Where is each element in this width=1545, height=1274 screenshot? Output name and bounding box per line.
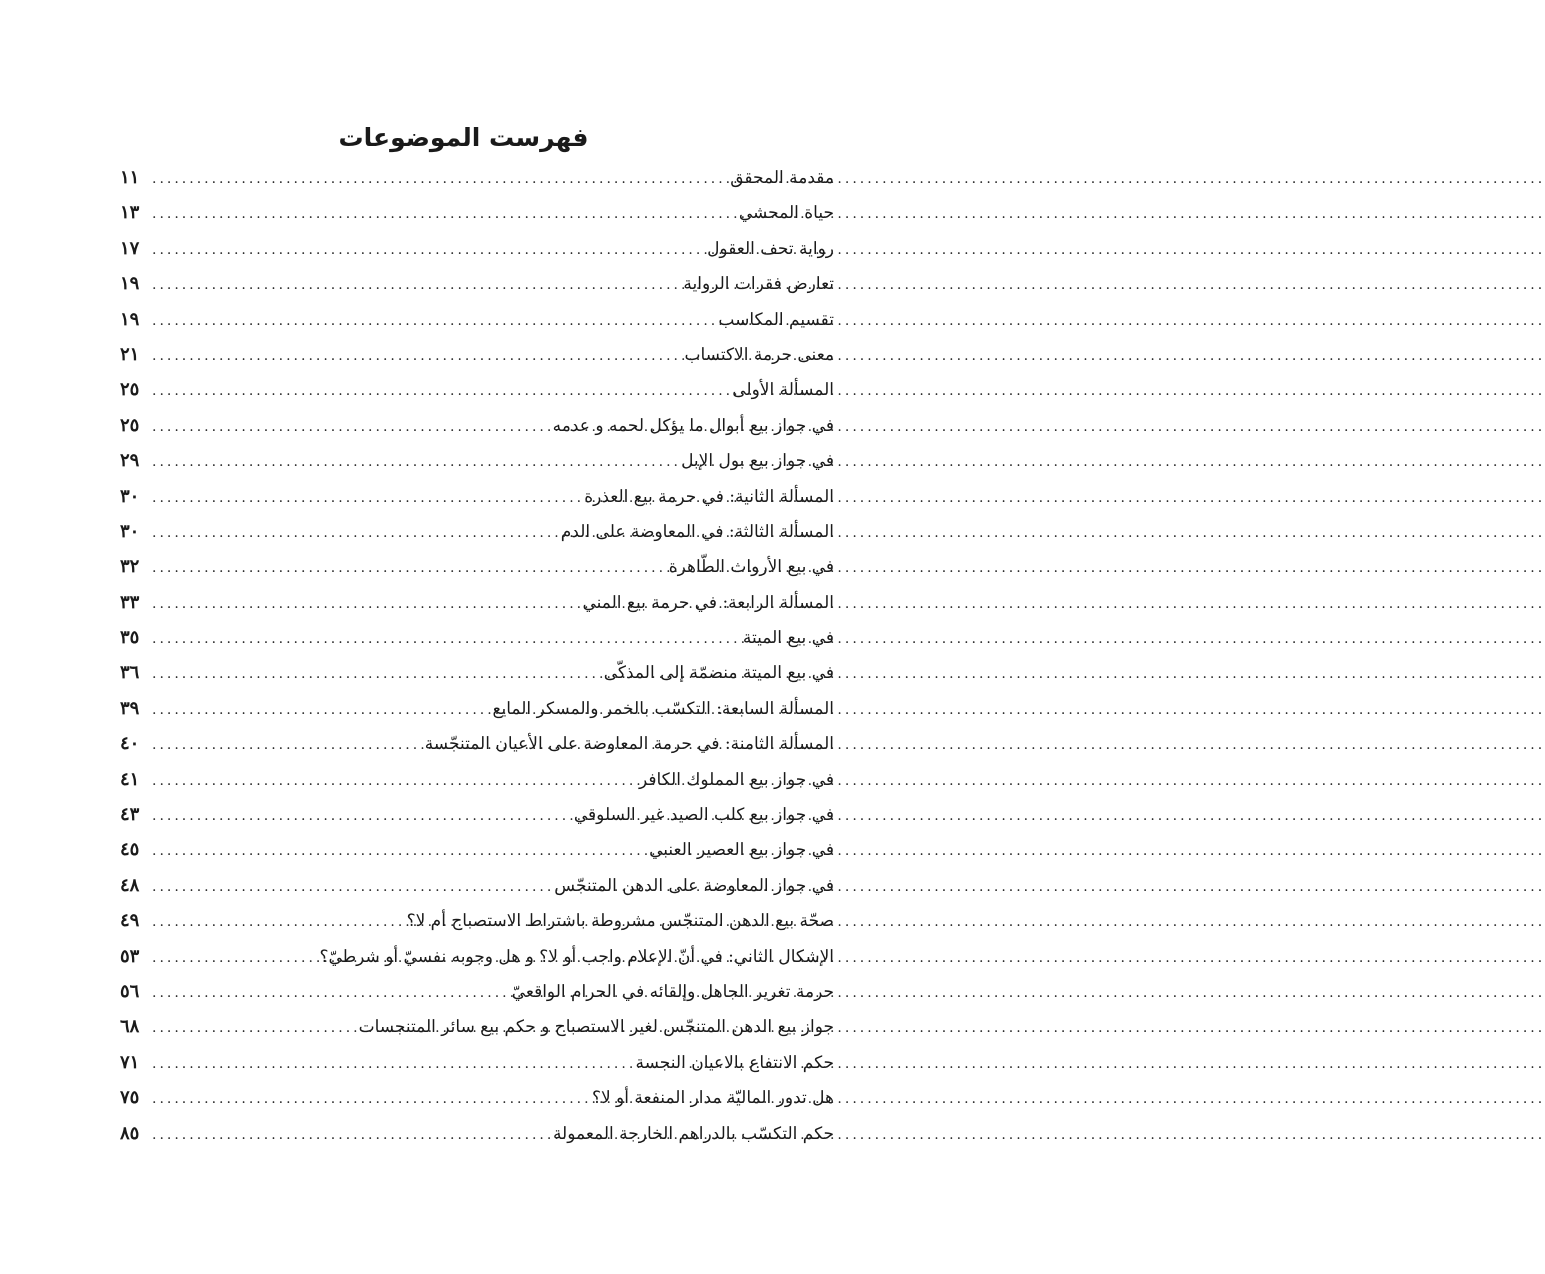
toc-entry-page-number: ٥٣ <box>120 945 140 967</box>
toc-entry <box>120 691 834 726</box>
toc-entry-page-number: ٤٣ <box>120 804 140 826</box>
toc-entry <box>120 160 834 195</box>
toc-entry-title: تقسيم المكاسب <box>718 309 834 330</box>
toc-dot-leader <box>152 339 680 374</box>
toc-entry-title: المسألة الثانية: في حرمة بيع العذرة <box>584 486 834 507</box>
toc-entry-page-number: ٤٥ <box>120 839 140 861</box>
toc-entry-title: معنى حرمة الاكتساب <box>684 344 834 365</box>
toc-entry <box>120 903 834 938</box>
toc-entry-title: حرمة تغرير الجاهل وإلقائه في الحرام الواقعيّ <box>511 981 834 1002</box>
toc-entry <box>120 1116 834 1151</box>
toc-entry-title: حكم التكسّب بالدراهم الخارجة المعمولة <box>552 1123 834 1144</box>
toc-entry <box>120 797 834 832</box>
toc-entry-title: في جواز المعاوضة على الدهن المتنجّس <box>554 875 834 896</box>
toc-dot-leader <box>152 834 645 869</box>
toc-entry-title: المسألة الرابعة: في حرمة بيع المني <box>582 592 834 613</box>
toc-dot-leader <box>152 162 726 197</box>
toc-dot-leader <box>152 622 739 657</box>
toc-entry-page-number: ٢٩ <box>120 450 140 472</box>
toc-dot-leader <box>152 587 578 622</box>
toc-dot-leader <box>152 233 703 268</box>
toc-entry <box>120 337 834 372</box>
toc-entry-title: في جواز بيع كلب الصيد غير السلوقي <box>573 805 834 826</box>
toc-entry-title: المسألة الأولى <box>732 380 834 401</box>
toc-entry-page-number: ٣٠ <box>120 485 140 507</box>
toc-entry <box>120 302 834 337</box>
toc-entry-page-number: ٣٣ <box>120 591 140 613</box>
toc-entry-page-number: ٤٠ <box>120 733 140 755</box>
toc-dot-leader <box>152 410 549 445</box>
toc-dot-leader <box>152 268 679 303</box>
toc-entry <box>120 514 834 549</box>
toc-entry <box>120 762 834 797</box>
toc-entry <box>120 939 834 974</box>
toc-entry-title: حياة المحشي <box>738 203 834 224</box>
toc-entry <box>120 266 834 301</box>
toc-entry <box>120 655 834 690</box>
toc-entry-title: مقدمة المحقق <box>730 168 834 188</box>
toc-dot-leader <box>152 1047 632 1082</box>
toc-entry-title: رواية تحف العقول <box>707 238 834 259</box>
toc-entry <box>120 549 834 584</box>
toc-entry-page-number: ١١ <box>120 167 140 188</box>
toc-entry-title: المسألة السابعة: التكسّب بالخمر والمسكر المايع <box>492 698 834 719</box>
toc-entry <box>120 479 834 514</box>
toc-entry <box>120 231 834 266</box>
toc-dot-leader <box>152 1011 355 1046</box>
toc-dot-leader <box>152 728 421 763</box>
toc-entry-page-number: ١٣ <box>120 202 140 224</box>
toc-dot-leader <box>152 799 570 834</box>
toc-entry <box>120 195 834 230</box>
toc-entry-page-number: ٢١ <box>120 343 140 365</box>
toc-entry <box>120 1009 834 1044</box>
toc-entry-title: في جواز بيع بول الإبل <box>681 451 834 472</box>
toc-dot-leader <box>152 764 635 799</box>
toc-dot-leader <box>152 1082 588 1117</box>
toc-entry <box>120 372 834 407</box>
toc-entry <box>120 620 834 655</box>
toc-entry <box>120 443 834 478</box>
toc-dot-leader <box>152 481 580 516</box>
toc-entry-page-number: ٣٠ <box>120 520 140 542</box>
toc-entry-page-number: ٤٩ <box>120 910 140 932</box>
toc-dot-leader <box>152 657 600 692</box>
toc-entry-page-number: ٤١ <box>120 768 140 790</box>
toc-entry <box>120 1080 834 1115</box>
toc-dot-leader <box>152 905 403 940</box>
toc-dot-leader <box>152 1118 549 1153</box>
toc-entry-page-number: ٣٢ <box>120 556 140 578</box>
toc-entry-page-number: ٧١ <box>120 1051 140 1073</box>
toc-entry-page-number: ٤٨ <box>120 874 140 896</box>
toc-entry-page-number: ٢٥ <box>120 414 140 436</box>
toc-entry-page-number: ٣٩ <box>120 697 140 719</box>
toc-entry-title: تعارض فقرات الرواية <box>683 274 834 295</box>
page-title: فهرست الموضوعات <box>338 123 589 152</box>
toc-dot-leader <box>152 941 315 976</box>
toc-entry <box>120 726 834 761</box>
toc-entry <box>120 408 834 443</box>
toc-entry-title: في بيع الأرواث الطّاهرة <box>668 557 834 578</box>
toc-entry-title: في جواز بيع أبوال ما يؤكل لحمه و عدمه <box>552 415 834 436</box>
toc-dot-leader <box>152 445 677 480</box>
toc-entry-page-number: ٣٦ <box>120 662 140 684</box>
toc-entry-page-number: ٣٥ <box>120 627 140 649</box>
toc-dot-leader <box>152 197 735 232</box>
toc-dot-leader <box>152 976 508 1011</box>
toc-entry-title: صحّة بيع الدهن المتنجّس مشروطة باشتراط الاستصباح أم لا؟ <box>406 911 834 932</box>
toc-dot-leader <box>152 374 728 409</box>
toc-dot-leader <box>152 870 550 905</box>
toc-entry-title: حكم الانتفاع بالاعيان النجسة <box>635 1052 834 1073</box>
toc-entry <box>120 585 834 620</box>
toc-entry-title: هل تدور الماليّة مدار المنفعة أو لا؟ <box>591 1088 834 1109</box>
toc-entry-page-number: ١٩ <box>120 308 140 330</box>
table-of-contents <box>120 160 834 1151</box>
toc-entry-title: المسألة الثامنة: في حرمة المعاوضة على الأعيان المتنجّسة <box>424 734 834 755</box>
toc-entry-page-number: ٦٨ <box>120 1016 140 1038</box>
toc-entry-title: في جواز بيع المملوك الكافر <box>638 769 834 790</box>
toc-entry-title: في بيع الميتة منضمّة إلى المذكّى <box>603 663 834 684</box>
toc-dot-leader <box>152 693 488 728</box>
toc-entry-page-number: ٧٥ <box>120 1087 140 1109</box>
toc-entry <box>120 868 834 903</box>
toc-dot-leader <box>152 516 557 551</box>
toc-dot-leader <box>152 304 714 339</box>
toc-entry <box>120 1045 834 1080</box>
toc-entry-page-number: ٥٦ <box>120 980 140 1002</box>
toc-entry <box>120 832 834 867</box>
toc-dot-leader <box>152 551 665 586</box>
toc-entry-page-number: ٢٥ <box>120 379 140 401</box>
toc-entry-title: في جواز بيع العصير العنبي <box>649 840 834 861</box>
toc-entry-title: في بيع الميتة <box>742 628 834 649</box>
toc-entry-title: جواز بيع الدهن المتنجّس لغير الاستصباح و حكم بيع سائر المتنجسات <box>358 1017 834 1038</box>
toc-entry-page-number: ١٧ <box>120 237 140 259</box>
toc-entry <box>120 974 834 1009</box>
toc-entry-title: الإشكال الثاني: في أنّ الإعلام واجب أو لا؟ و هل وجوبه نفسيّ أو شرطيّ؟ <box>319 946 834 967</box>
toc-entry-page-number: ٨٥ <box>120 1122 140 1144</box>
toc-entry-page-number: ١٩ <box>120 273 140 295</box>
toc-entry-title: المسألة الثالثة: في المعاوضة على الدم <box>560 521 834 542</box>
